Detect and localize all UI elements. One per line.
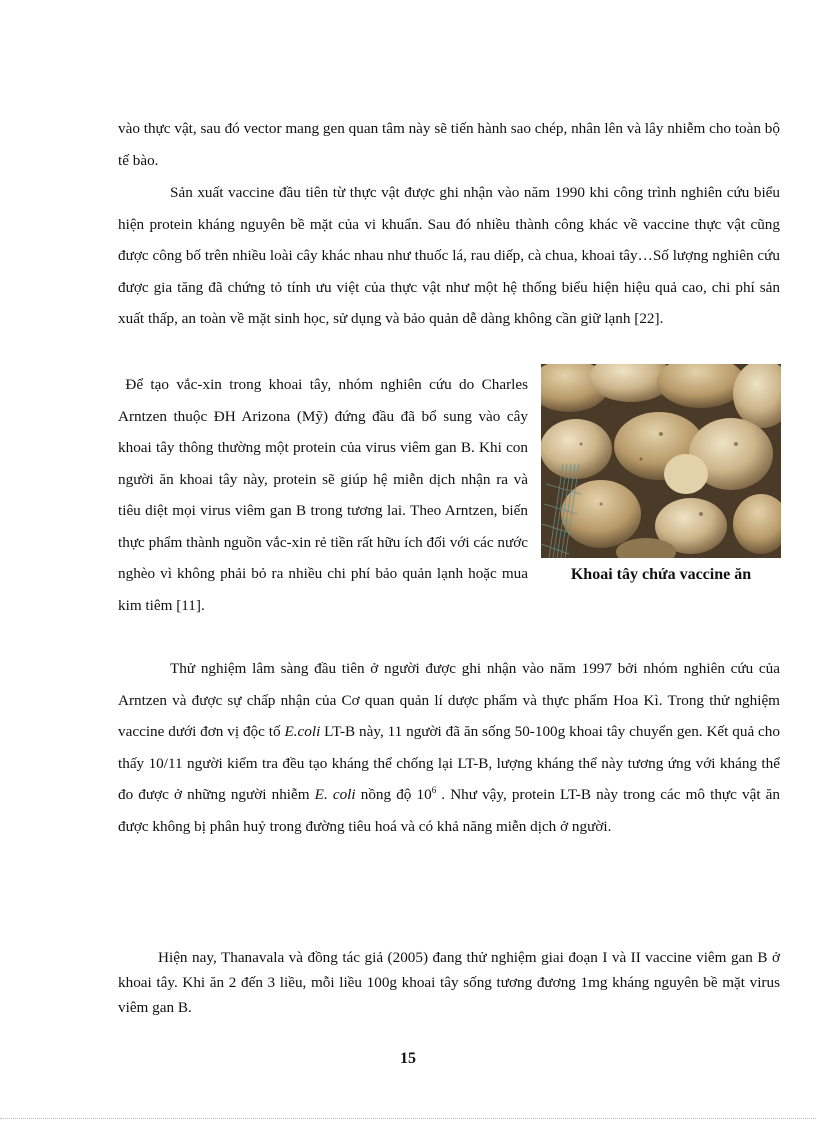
clinical-trial-text-d: . Như vậy, protein LT-B này trong các mô thực vật ăn được không bị phân huỷ trong đường tiêu hoá và có khả năng miễn dịch ở người. xyxy=(118,786,780,835)
paragraph-thanavala: Hiện nay, Thanavala và đồng tác giả (2005) đang thử nghiệm giai đoạn I và II vaccine viêm gan B ở khoai tây. Khi ăn 2 đến 3 liều, mỗi liều 100g khoai tây sống tương đương 1mg kháng nguyên bề mặt virus viêm gan B. xyxy=(118,949,780,1017)
clinical-trial-text-c: nồng độ 10 xyxy=(355,786,432,804)
page-number: 15 xyxy=(400,1050,416,1067)
paragraph-continuation: vào thực vật, sau đó vector mang gen quan tâm này sẽ tiến hành sao chép, nhân lên và lây nhiễm cho toàn bộ tế bào. xyxy=(118,120,780,169)
ecoli-term-2: E. coli xyxy=(314,786,356,804)
figure-caption: Khoai tây chứa vaccine ăn xyxy=(570,566,752,583)
potato-photo xyxy=(541,364,781,558)
ecoli-term: E.coli xyxy=(284,723,321,741)
paragraph-clinical-trial xyxy=(118,653,780,842)
exponent: 6 xyxy=(431,785,437,796)
potato-photo-image xyxy=(541,364,781,558)
paragraph-potato-vaccine xyxy=(118,369,528,621)
clinical-trial-text-a: Thử nghiệm lâm sàng đầu tiên ở người được ghi nhận vào năm 1997 bởi nhóm nghiên cứu của Arntzen và được sự chấp nhận của Cơ quan quản lí dược phẩm và thực phẩm Hoa Kì. Trong thử nghiệm vaccine dưới đơn vị độc tố xyxy=(118,660,780,741)
footer-divider xyxy=(0,1118,816,1119)
clinical-trial-text-b: LT-B này, 11 người đã ăn sống 50-100g khoai tây chuyển gen. Kết quả cho thấy 10/11 người kiểm tra đều tạo kháng thể chống lại LT-B, lượng kháng thể này tương ứng với kháng thể đo được ở những người nhiễm xyxy=(118,723,780,804)
paragraph-potato-vaccine-text: Để tạo vắc-xin trong khoai tây, nhóm nghiên cứu do Charles Arntzen thuộc ĐH Arizona (Mỹ) đứng đầu đã bổ sung vào cây khoai tây thông thường một protein của virus viêm gan B. Khi con người ăn khoai tây này, protein sẽ giúp hệ miễn dịch nhận ra và tiêu diệt mọi virus viêm gan B trong tương lai. Theo Arntzen, biến thực phẩm thành nguồn vắc-xin rẻ tiền rất hữu ích đối với các nước nghèo vì không phải bỏ ra nhiều chi phí bảo quản lạnh hoặc mua kim tiêm [11]. xyxy=(118,376,528,614)
paragraph-plant-vaccine-history: Sản xuất vaccine đầu tiên từ thực vật được ghi nhận vào năm 1990 khi công trình nghiên cứu biểu hiện protein kháng nguyên bề mặt của vi khuẩn. Sau đó nhiều thành công khác về vaccine thực vật cũng được công bố trên nhiều loài cây khác nhau như thuốc lá, rau diếp, cà chua, khoai tây…Số lượng nghiên cứu được gia tăng đã chứng tỏ tính ưu việt của thực vật như một hệ thống biểu hiện hiệu quả cao, chi phí sản xuất thấp, an toàn về mặt sinh học, sử dụng và bảo quản dễ dàng không cần giữ lạnh [22]. xyxy=(118,184,780,328)
